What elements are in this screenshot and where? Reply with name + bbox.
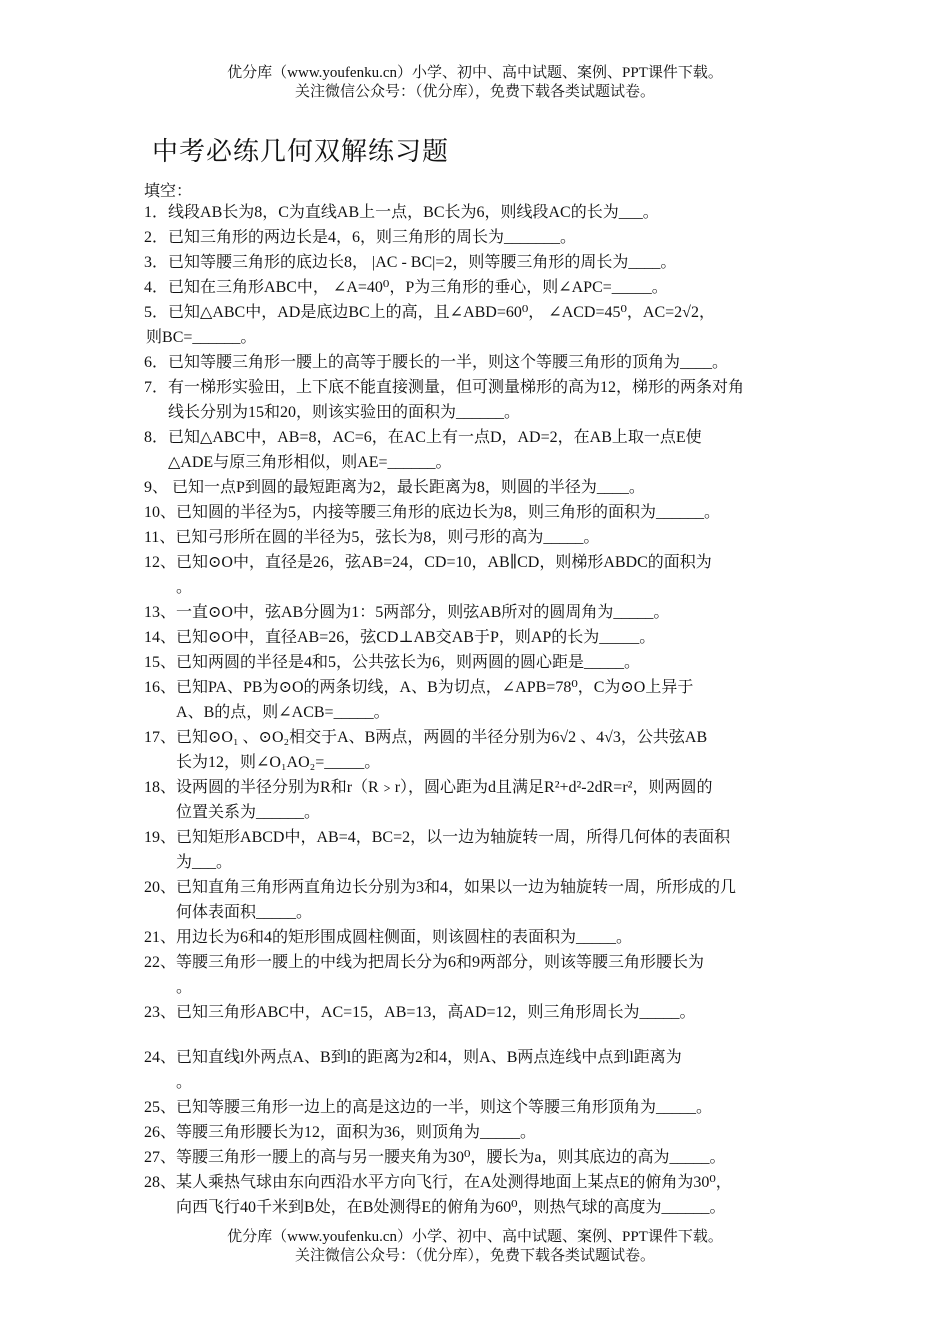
question-number: 19、 — [144, 829, 177, 846]
footer-line-2: 关注微信公众号：（优分库），免费下载各类试题试卷。 — [294, 1248, 655, 1264]
question-number: 25、 — [144, 1099, 177, 1116]
question-item — [144, 425, 812, 475]
question-item — [144, 1170, 812, 1220]
question-item — [144, 300, 812, 350]
question-number: 3． — [144, 254, 169, 271]
question-list — [144, 200, 812, 1220]
question-line: 。 — [176, 579, 193, 596]
question-line: 已知⊙O₁ 、⊙O₂相交于A、B两点，两圆的半径分别为6√2 、4√3，公共弦AB — [176, 729, 708, 746]
question-line: △ADE与原三角形相似，则AE=______。 — [168, 454, 452, 471]
question-item — [144, 875, 812, 925]
question-line: 线段AB长为8，C为直线AB上一点，BC长为6，则线段AC的长为___。 — [168, 204, 659, 221]
question-number: 6． — [144, 354, 169, 371]
question-number: 8． — [144, 429, 169, 446]
question-line: 已知等腰三角形一腰上的高等于腰长的一半，则这个等腰三角形的顶角为____。 — [168, 354, 729, 371]
question-item — [144, 250, 812, 275]
question-number: 13、 — [144, 604, 177, 621]
question-text — [146, 300, 812, 350]
question-line: 已知PA、PB为⊙O的两条切线，A、B为切点，∠APB=78⁰，C为⊙O上异于 — [176, 679, 694, 696]
question-number: 14、 — [144, 629, 177, 646]
question-text — [176, 625, 812, 650]
question-line: 。 — [176, 979, 193, 996]
question-number: 28、 — [144, 1174, 177, 1191]
question-item — [144, 1045, 812, 1095]
question-text — [176, 1095, 812, 1120]
question-line: 设两圆的半径分别为R和r（R﹥r），圆心距为d且满足R²+d²-2dR=r²，则两圆的 — [176, 779, 713, 796]
question-text — [176, 950, 812, 1000]
question-item — [144, 650, 812, 675]
question-number: 4． — [144, 279, 169, 296]
question-line: 已知直角三角形两直角边长分别为3和4，如果以一边为轴旋转一周，所形成的几 — [176, 879, 737, 896]
question-line: 位置关系为______。 — [176, 804, 321, 821]
question-number: 18、 — [144, 779, 177, 796]
question-text — [176, 1000, 812, 1025]
question-line: 等腰三角形腰长为12，面积为36，则顶角为_____。 — [176, 1124, 537, 1141]
question-item — [144, 775, 812, 825]
question-item — [144, 1095, 812, 1120]
question-number: 21、 — [144, 929, 177, 946]
question-line: 某人乘热气球由东向西沿水平方向飞行，在A处测得地面上某点E的俯角为30⁰， — [176, 1174, 732, 1191]
question-item — [144, 1120, 812, 1145]
question-line: 有一梯形实验田，上下底不能直接测量，但可测量梯形的高为12，梯形的两条对角 — [168, 379, 745, 396]
question-text — [176, 825, 812, 875]
question-text — [176, 725, 812, 775]
section-label: 填空： — [144, 183, 193, 200]
question-number: 23、 — [144, 1004, 177, 1021]
question-line: 等腰三角形一腰上的中线为把周长分为6和9两部分，则该等腰三角形腰长为 — [176, 954, 705, 971]
question-text — [172, 475, 812, 500]
question-line: 则BC=______。 — [146, 329, 257, 346]
question-text — [168, 225, 812, 250]
question-line: 线长分别为15和20，则该实验田的面积为______。 — [168, 404, 521, 421]
question-line: 何体表面积_____。 — [176, 904, 313, 921]
question-number: 22、 — [144, 954, 177, 971]
question-text — [176, 600, 812, 625]
question-number: 26、 — [144, 1124, 177, 1141]
question-text — [176, 1120, 812, 1145]
question-number: 16、 — [144, 679, 177, 696]
question-line: 已知两圆的半径是4和5，公共弦长为6，则两圆的圆心距是_____。 — [176, 654, 641, 671]
question-line: 向西飞行40千米到B处，在B处测得E的俯角为60⁰，则热气球的高度为______。 — [176, 1199, 726, 1216]
question-text — [168, 425, 812, 475]
question-line: 已知直线l外两点A、B到l的距离为2和4，则A、B两点连线中点到l距离为 — [176, 1049, 682, 1066]
question-item — [144, 275, 812, 300]
question-line: 已知圆的半径为5，内接等腰三角形的底边长为8，则三角形的面积为______。 — [176, 504, 721, 521]
question-text — [168, 250, 812, 275]
question-number: 5． — [144, 304, 169, 321]
question-text — [176, 675, 812, 725]
question-number: 11、 — [144, 529, 176, 546]
page-header — [0, 64, 950, 102]
question-item — [144, 500, 812, 525]
question-item — [144, 925, 812, 950]
question-text — [176, 925, 812, 950]
question-item — [144, 475, 812, 500]
question-number: 7． — [144, 379, 169, 396]
question-line: 长为12，则∠O₁AO₂=_____。 — [176, 754, 381, 771]
question-text — [176, 1045, 812, 1095]
question-item — [144, 825, 812, 875]
question-number: 12、 — [144, 554, 177, 571]
question-line: 等腰三角形一腰上的高与另一腰夹角为30⁰，腰长为a，则其底边的高为_____。 — [176, 1149, 726, 1166]
question-item — [144, 525, 812, 550]
question-line: 已知弓形所在圆的半径为5，弦长为8，则弓形的高为_____。 — [175, 529, 600, 546]
question-text — [168, 275, 812, 300]
question-item — [144, 1145, 812, 1170]
question-text — [175, 525, 812, 550]
question-item — [144, 950, 812, 1000]
question-number: 20、 — [144, 879, 177, 896]
question-line: 。 — [176, 1074, 193, 1091]
question-line: 为___。 — [176, 854, 233, 871]
question-item — [144, 1000, 812, 1025]
question-number: 2． — [144, 229, 169, 246]
question-text — [176, 775, 812, 825]
question-line: 已知在三角形ABC中， ∠A=40⁰，P为三角形的垂心，则∠APC=_____。 — [168, 279, 668, 296]
header-line-2: 关注微信公众号：（优分库），免费下载各类试题试卷。 — [294, 84, 655, 100]
question-line: 已知△ABC中，AB=8，AC=6，在AC上有一点D，AD=2，在AB上取一点E使 — [168, 429, 702, 446]
footer-line-1: 优分库（www.youfenku.cn）小学、初中、高中试题、案例、PPT课件下载。 — [227, 1229, 723, 1245]
question-text — [176, 650, 812, 675]
question-text — [176, 550, 812, 600]
question-number: 17、 — [144, 729, 177, 746]
question-line: 一直⊙O中，弦AB分圆为1：5两部分，则弦AB所对的圆周角为_____。 — [176, 604, 670, 621]
question-text — [176, 875, 812, 925]
question-line: 已知等腰三角形的底边长8， |AC - BC|=2，则等腰三角形的周长为____。 — [168, 254, 677, 271]
question-text — [176, 1145, 812, 1170]
page-footer — [0, 1228, 950, 1266]
question-line: 已知△ABC中，AD是底边BC上的高，且∠ABD=60⁰， ∠ACD=45⁰，AC=2√2， — [168, 304, 715, 321]
question-item — [144, 600, 812, 625]
question-item — [144, 375, 812, 425]
question-number: 9、 — [144, 479, 173, 496]
question-text — [168, 350, 812, 375]
question-number: 10、 — [144, 504, 177, 521]
question-line: 已知三角形的两边长是4，6，则三角形的周长为_______。 — [168, 229, 577, 246]
question-line: A、B的点，则∠ACB=_____。 — [176, 704, 390, 721]
question-line: 已知三角形ABC中，AC=15，AB=13，高AD=12，则三角形周长为_____。 — [176, 1004, 696, 1021]
question-line: 已知⊙O中，直径AB=26，弦CD⊥AB交AB于P，则AP的长为_____。 — [176, 629, 656, 646]
question-item — [144, 675, 812, 725]
question-number: 1． — [144, 204, 169, 221]
question-line: 已知一点P到圆的最短距离为2，最长距离为8，则圆的半径为____。 — [172, 479, 645, 496]
question-line: 用边长为6和4的矩形围成圆柱侧面，则该圆柱的表面积为_____。 — [176, 929, 633, 946]
document-title: 中考必练几何双解练习题 — [152, 137, 450, 166]
question-text — [168, 375, 812, 425]
question-number: 24、 — [144, 1049, 177, 1066]
question-item — [144, 725, 812, 775]
question-text — [176, 1170, 812, 1220]
question-item — [144, 625, 812, 650]
spacer — [144, 1025, 812, 1045]
question-line: 已知矩形ABCD中，AB=4，BC=2，以一边为轴旋转一周，所得几何体的表面积 — [176, 829, 731, 846]
question-line: 已知等腰三角形一边上的高是这边的一半，则这个等腰三角形顶角为_____。 — [176, 1099, 713, 1116]
question-line: 已知⊙O中，直径是26，弦AB=24，CD=10，AB∥CD，则梯形ABDC的面积为 — [176, 554, 712, 571]
question-number: 15、 — [144, 654, 177, 671]
question-item — [144, 350, 812, 375]
question-number: 27、 — [144, 1149, 177, 1166]
question-text — [176, 500, 812, 525]
question-text — [168, 200, 812, 225]
question-item — [144, 550, 812, 600]
question-item — [144, 200, 812, 225]
header-line-1: 优分库（www.youfenku.cn）小学、初中、高中试题、案例、PPT课件下载。 — [227, 65, 723, 81]
question-item — [144, 225, 812, 250]
